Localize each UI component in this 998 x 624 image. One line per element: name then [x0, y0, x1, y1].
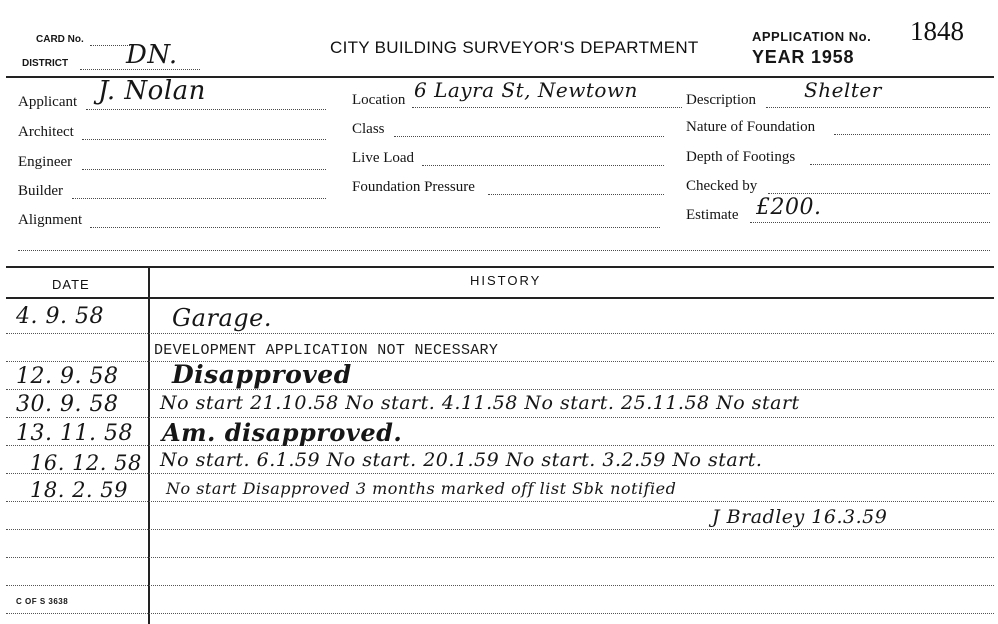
- engineer-line: [82, 169, 326, 170]
- history-rule: [6, 333, 994, 334]
- fields-bottom-line: [18, 250, 990, 251]
- history-text: No start 21.10.58 No start. 4.11.58 No start. 25.11.58 No start: [160, 392, 800, 414]
- date-column-header: DATE: [52, 277, 90, 292]
- history-date: 4. 9. 58: [16, 304, 104, 329]
- history-rule: [6, 389, 994, 390]
- applicant-label: Applicant: [18, 94, 78, 110]
- class-line: [394, 136, 664, 137]
- estimate-label: Estimate: [686, 207, 739, 223]
- history-rule: [6, 529, 994, 530]
- applicant-value: J. Nolan: [98, 76, 206, 106]
- year-label: YEAR 1958: [752, 47, 855, 67]
- applicant-line: [86, 109, 326, 110]
- builder-label: Builder: [18, 183, 63, 199]
- signature: J Bradley 16.3.59: [712, 506, 888, 528]
- history-date: 18. 2. 59: [30, 478, 129, 502]
- foundation-pressure-label: Foundation Pressure: [352, 179, 475, 195]
- history-text: No start Disapproved 3 months marked off list Sbk notified: [166, 479, 677, 498]
- card-no-label: CARD No.: [36, 34, 84, 45]
- checked-by-line: [768, 193, 990, 194]
- history-top-rule: [6, 266, 994, 268]
- alignment-line: [90, 227, 660, 228]
- depth-of-footings-label: Depth of Footings: [686, 149, 796, 165]
- application-no: 1848: [910, 16, 964, 46]
- estimate-line: [750, 222, 990, 223]
- architect-line: [82, 139, 326, 140]
- live-load-line: [422, 165, 664, 166]
- live-load-label: Live Load: [352, 150, 415, 166]
- history-date: 12. 9. 58: [16, 364, 119, 389]
- district-label: DISTRICT: [22, 58, 69, 69]
- history-rule: [6, 501, 994, 502]
- class-label: Class: [352, 121, 385, 137]
- alignment-label: Alignment: [18, 212, 83, 228]
- nature-of-foundation-line: [834, 134, 990, 135]
- history-rule: [6, 361, 994, 362]
- department-title: CITY BUILDING SURVEYOR'S DEPARTMENT: [330, 38, 699, 57]
- district-value: DN.: [126, 40, 178, 70]
- description-line: [766, 107, 990, 108]
- depth-of-footings-line: [810, 164, 990, 165]
- checked-by-label: Checked by: [686, 178, 758, 194]
- history-rule: [6, 445, 994, 446]
- history-rule: [6, 417, 994, 418]
- history-date: 16. 12. 58: [30, 451, 142, 475]
- location-label: Location: [352, 92, 406, 108]
- history-header-rule: [6, 297, 994, 299]
- development-stamp: DEVELOPMENT APPLICATION NOT NECESSARY: [154, 342, 499, 359]
- history-rule: [6, 557, 994, 558]
- history-rule: [6, 473, 994, 474]
- history-rule: [6, 613, 994, 614]
- description-label: Description: [686, 92, 756, 108]
- history-text: Am. disapproved.: [162, 418, 403, 447]
- engineer-label: Engineer: [18, 154, 73, 170]
- history-text: Garage.: [172, 304, 272, 332]
- estimate-value: £200.: [756, 195, 822, 220]
- history-date: 30. 9. 58: [16, 392, 119, 417]
- description-value: Shelter: [804, 78, 882, 102]
- history-column-header: HISTORY: [470, 273, 542, 288]
- architect-label: Architect: [18, 124, 74, 140]
- form-code: C OF S 3638: [16, 597, 69, 606]
- history-text: No start. 6.1.59 No start. 20.1.59 No start. 3.2.59 No start.: [160, 449, 763, 471]
- foundation-pressure-line: [488, 194, 664, 195]
- history-text: Disapproved: [172, 360, 352, 389]
- location-line: [412, 107, 682, 108]
- history-rule: [6, 585, 994, 586]
- builder-line: [72, 198, 326, 199]
- history-date: 13. 11. 58: [16, 421, 133, 446]
- nature-of-foundation-label: Nature of Foundation: [686, 119, 816, 135]
- card-no-line: [90, 45, 130, 46]
- application-no-label: APPLICATION No.: [752, 29, 872, 44]
- location-value: 6 Layra St, Newtown: [414, 78, 638, 102]
